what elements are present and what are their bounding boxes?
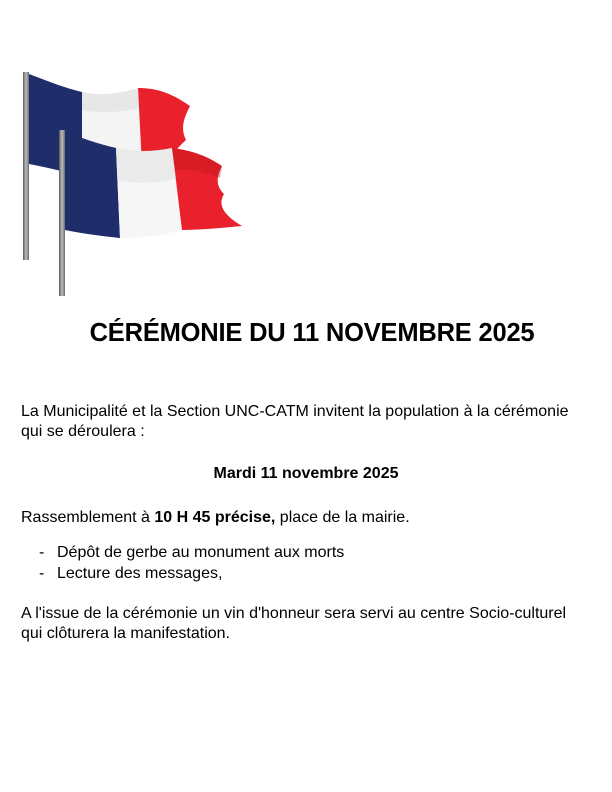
gathering-place: place de la mairie. [275,509,410,526]
list-item [36,563,344,584]
dash-bullet: - [39,565,45,582]
ceremony-date: Mardi 11 novembre 2025 [213,465,399,482]
list-item-text: Lecture des messages, [57,565,223,582]
list-item-text: Dépôt de gerbe au monument aux morts [57,544,345,561]
gathering-prefix: Rassemblement à [21,509,155,526]
gathering-time: 10 H 45 précise, [154,509,276,526]
gathering-text [21,508,581,528]
french-flags-image [20,68,252,300]
list-item [36,542,344,563]
program-list [36,542,344,584]
page-title: CÉRÉMONIE DU 11 NOVEMBRE 2025 [89,319,535,347]
invitation-text: La Municipalité et la Section UNC-CATM invitent la population à la cérémonie qui se déroulera : [21,403,569,440]
front-flag [59,130,242,296]
closing-text: A l'issue de la cérémonie un vin d'honneur sera servi au centre Socio-culturel qui clôturera la manifestation. [21,605,567,642]
dash-bullet: - [39,544,45,561]
